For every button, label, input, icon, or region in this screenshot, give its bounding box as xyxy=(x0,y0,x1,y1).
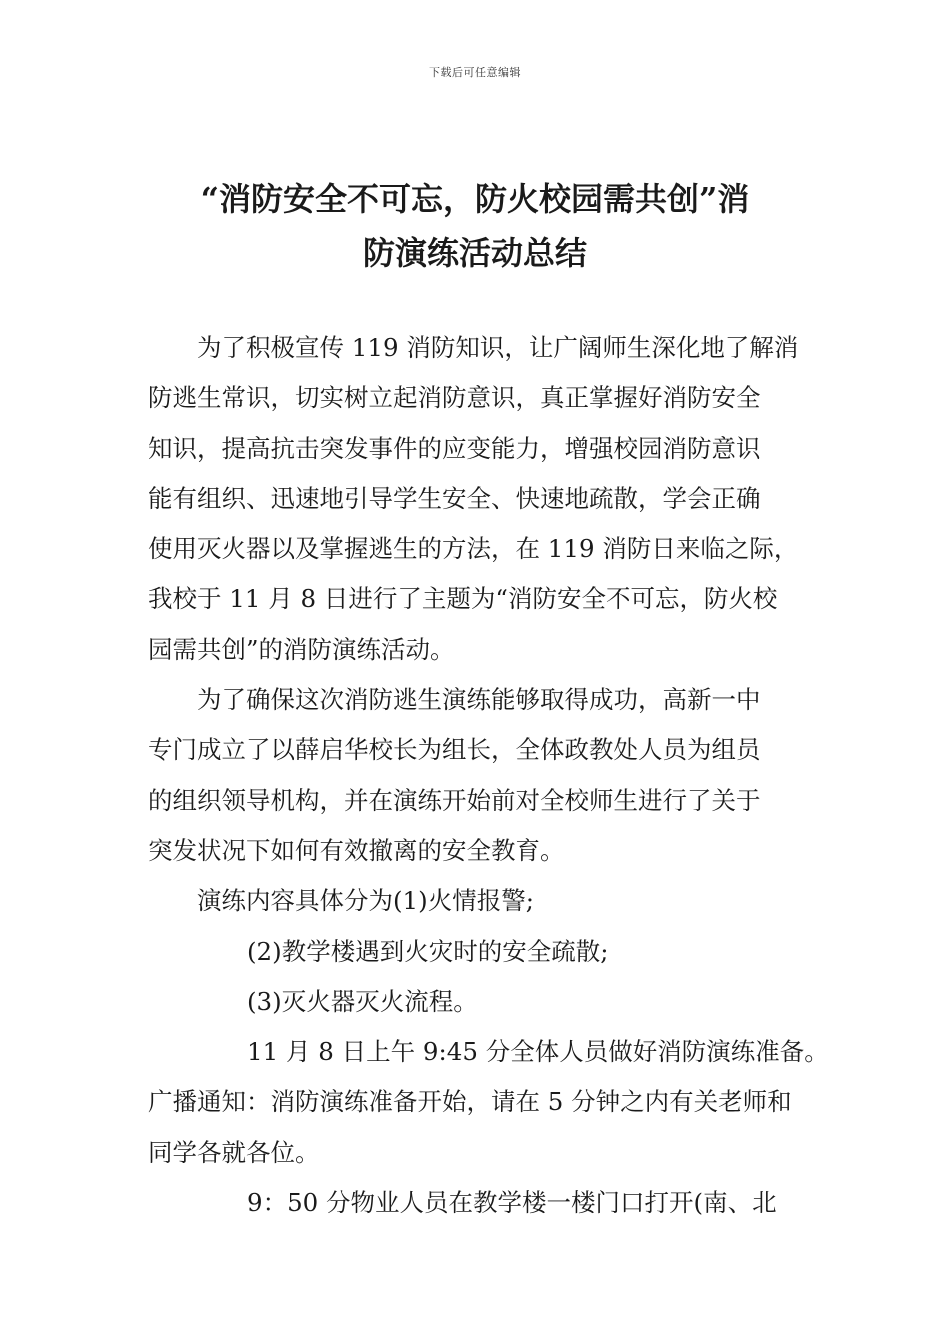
title-line-2: 防演练活动总结 xyxy=(362,234,587,272)
body-line: 我校于 11 月 8 日进行了主题为“消防安全不可忘，防火校 xyxy=(148,584,778,614)
body-line: 演练内容具体分为(1)火情报警; xyxy=(197,886,534,916)
body-line: (2)教学楼遇到火灾时的安全疏散; xyxy=(247,936,609,966)
body-line: 11 月 8 日上午 9:45 分全体人员做好消防演练准备。 xyxy=(247,1037,829,1067)
body-line: 9：50 分物业人员在教学楼一楼门口打开(南、北 xyxy=(247,1188,777,1218)
body-line: 使用灭火器以及掌握逃生的方法，在 119 消防日来临之际， xyxy=(148,534,799,564)
body-line: 广播通知：消防演练准备开始，请在 5 分钟之内有关老师和 xyxy=(148,1087,792,1117)
body-line: 为了积极宣传 119 消防知识，让广阔师生深化地了解消 xyxy=(197,333,799,362)
body-line: 为了确保这次消防逃生演练能够取得成功，高新一中 xyxy=(197,685,761,715)
body-line: 突发状况下如何有效撤离的安全教育。 xyxy=(148,835,565,865)
body-line: 的组织领导机构，并在演练开始前对全校师生进行了关于 xyxy=(148,785,761,815)
document-title xyxy=(150,172,800,280)
body-line: 能有组织、迅速地引导学生安全、快速地疏散，学会正确 xyxy=(148,483,761,513)
header-note: 下载后可任意编辑 xyxy=(429,66,521,79)
body-line: 知识，提高抗击突发事件的应变能力，增强校园消防意识 xyxy=(148,433,761,463)
body-line: (3)灭火器灭火流程。 xyxy=(247,986,478,1016)
body-line: 同学各就各位。 xyxy=(148,1137,320,1167)
document-body xyxy=(148,323,829,1228)
body-line: 防逃生常识，切实树立起消防意识，真正掌握好消防安全 xyxy=(148,383,761,413)
title-line-1: “消防安全不可忘，防火校园需共创”消 xyxy=(200,180,750,218)
body-line: 专门成立了以薛启华校长为组长，全体政教处人员为组员 xyxy=(148,735,761,765)
body-line: 园需共创”的消防演练活动。 xyxy=(148,634,455,664)
